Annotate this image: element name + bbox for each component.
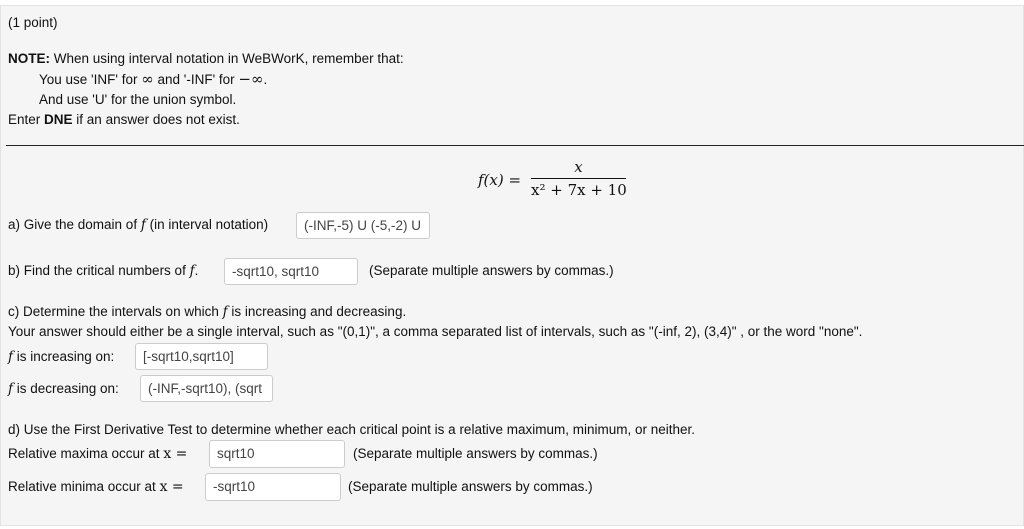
part-c-instructions: Your answer should either be a single interval, such as "(0,1)", a comma separated list of intervals, such as "(-inf, 2), (3,4)" , or the word "none".: [8, 324, 863, 339]
label-text: Relative minima occur at: [8, 479, 160, 494]
f-symbol: f: [8, 349, 13, 365]
dne-line: [8, 112, 240, 128]
label-text: Relative maxima occur at: [8, 446, 164, 461]
part-b-label: [8, 263, 198, 279]
formula-numerator: x: [531, 158, 626, 179]
f-symbol: f: [140, 217, 146, 233]
label-text: is increasing on:: [13, 349, 115, 364]
minima-input[interactable]: -sqrt10: [205, 473, 341, 501]
maxima-label: [8, 446, 187, 462]
part-a-label: [8, 217, 268, 233]
maxima-hint: (Separate multiple answers by commas.): [353, 446, 598, 461]
label-text: c) Determine the intervals on which: [8, 304, 223, 319]
f-symbol: f: [189, 263, 195, 279]
formula-lhs: f(x) =: [478, 171, 522, 189]
formula-denominator: x² + 7x + 10: [531, 181, 627, 199]
neg-infinity-symbol: −∞: [238, 70, 264, 88]
f-symbol: f: [222, 304, 228, 320]
note-text: if an answer does not exist.: [72, 112, 240, 127]
note-text: Enter: [8, 112, 45, 127]
note-union-line: And use 'U' for the union symbol.: [39, 92, 237, 107]
increasing-input[interactable]: [-sqrt10,sqrt10]: [135, 343, 268, 370]
label-text: a) Give the domain of: [8, 217, 141, 232]
critical-numbers-input[interactable]: -sqrt10, sqrt10: [224, 258, 358, 285]
domain-input[interactable]: (-INF,-5) U (-5,-2) U: [296, 212, 430, 239]
minima-hint: (Separate multiple answers by commas.): [348, 479, 593, 494]
formula-fraction: [531, 158, 627, 199]
minima-label: [8, 479, 184, 495]
x-equals: x =: [159, 479, 184, 495]
note-label: NOTE:: [8, 51, 50, 66]
note-inf-line: [39, 71, 267, 88]
points-label: (1 point): [8, 15, 58, 30]
infinity-symbol: ∞: [141, 70, 154, 88]
label-text: b) Find the critical numbers of: [8, 263, 190, 278]
label-text: is increasing and decreasing.: [227, 304, 407, 319]
maxima-input[interactable]: sqrt10: [209, 440, 345, 468]
label-text: .: [194, 263, 199, 278]
label-text: (in interval notation): [145, 217, 269, 232]
note-text: and '-INF' for: [153, 72, 239, 87]
x-equals: x =: [163, 446, 188, 462]
dne-keyword: DNE: [44, 112, 73, 127]
divider: [6, 145, 1024, 146]
decreasing-input[interactable]: (-INF,-sqrt10), (sqrt: [140, 375, 273, 402]
label-text: is decreasing on:: [13, 381, 119, 396]
note-text: You use 'INF' for: [39, 72, 142, 87]
f-symbol: f: [8, 381, 13, 397]
increasing-label: [8, 349, 114, 365]
part-b-hint: (Separate multiple answers by commas.): [369, 263, 614, 278]
part-c-label: [8, 304, 406, 320]
note-text: When using interval notation in WeBWorK, remember that:: [50, 51, 404, 66]
note-text: .: [263, 72, 268, 87]
decreasing-label: [8, 381, 119, 397]
note-line: [8, 51, 404, 67]
part-d-label: d) Use the First Derivative Test to determine whether each critical point is a relative maximum, minimum, or neither.: [8, 422, 696, 437]
